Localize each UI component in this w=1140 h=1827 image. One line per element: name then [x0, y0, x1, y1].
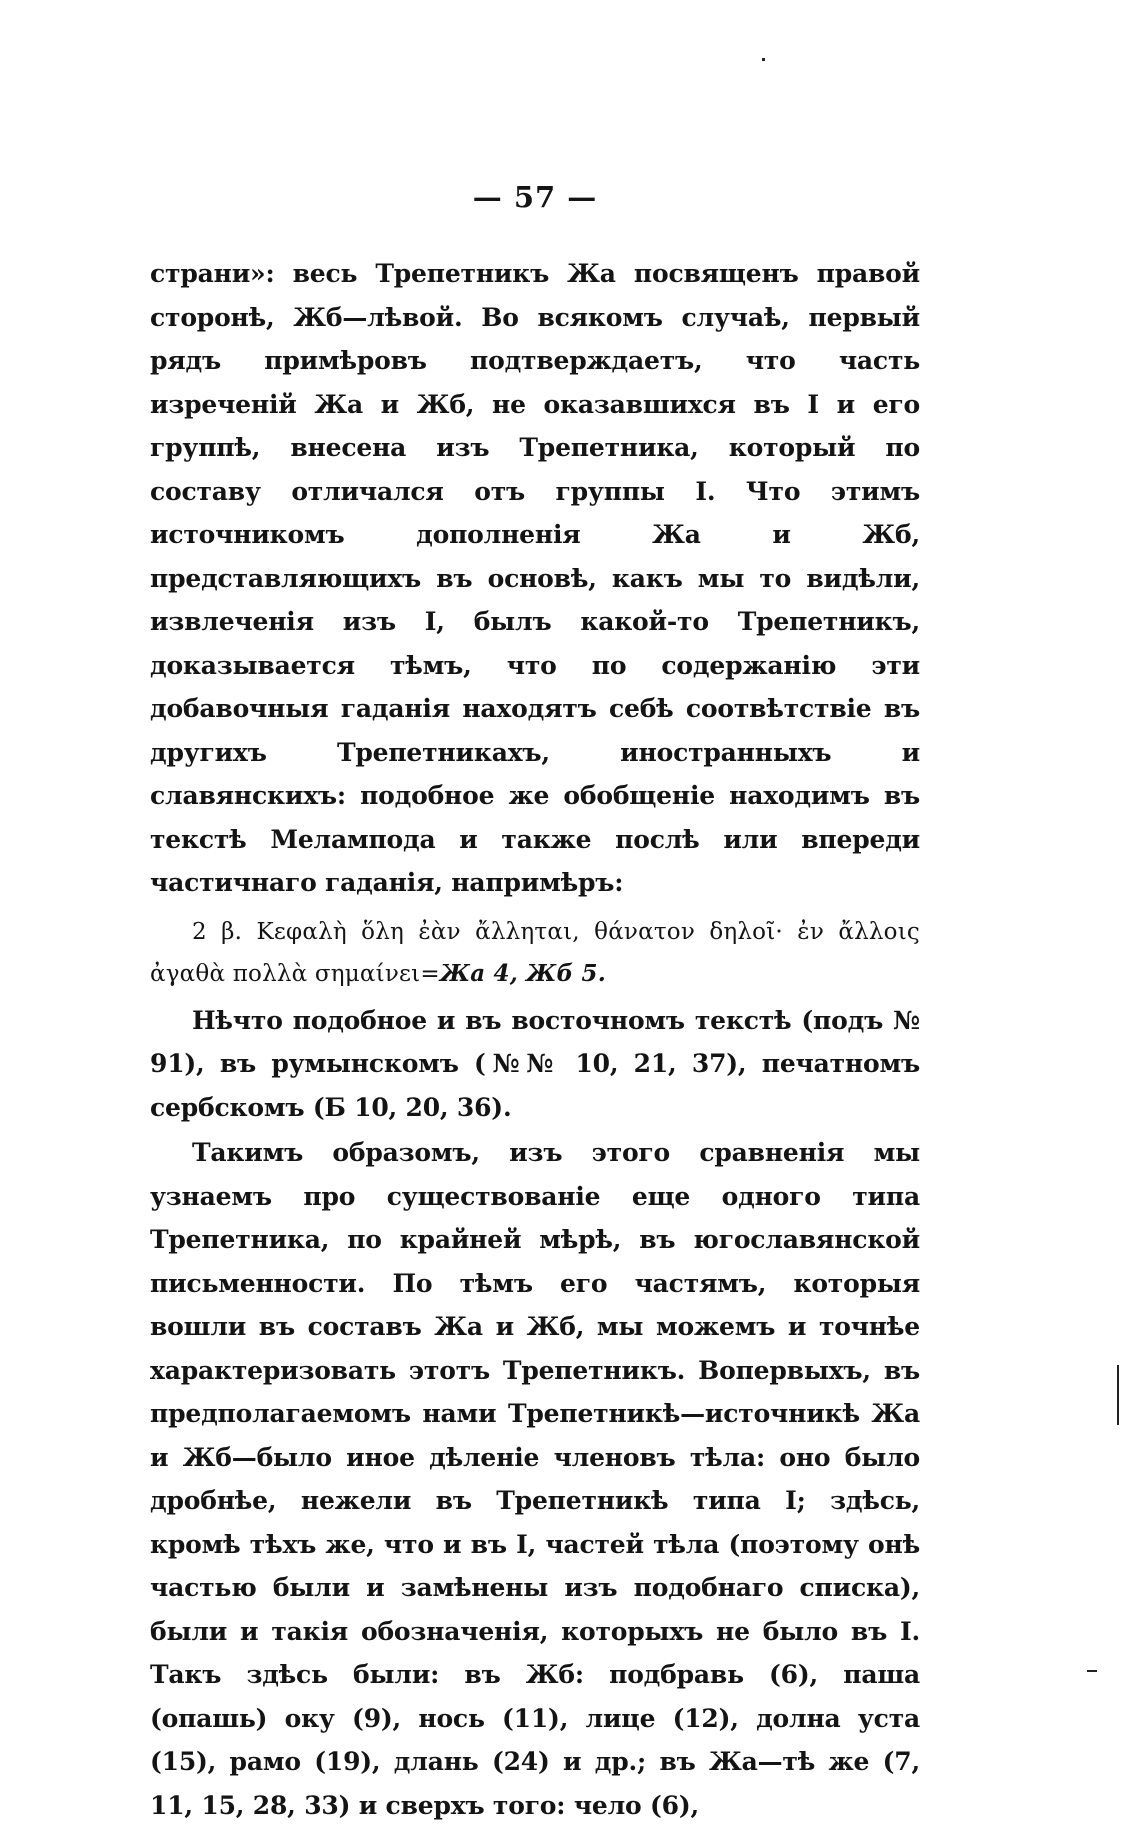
- scan-mark: [1117, 1365, 1119, 1425]
- scan-mark: [762, 58, 765, 61]
- greek-quote-text: 2 β. Κεφαλὴ ὅλη ἐὰν ἄλληται, θάνατον δηλοῖ· ἐν ἄλλοις ἀγαθὰ πολλὰ σημαίνει=: [150, 918, 920, 987]
- scan-mark: [1087, 1670, 1097, 1672]
- greek-quote: [150, 911, 920, 995]
- paragraph-conclusion: Такимъ образомъ, изъ этого сравненія мы узнаемъ про существованіе еще одного типа Трепетника, по крайней мѣрѣ, въ югославянской письменности. По тѣмъ его частямъ, которыя вошли въ составъ Жа и Жб, мы можемъ и точнѣе характеризовать этотъ Трепетникъ. Вопервыхъ, въ предполагаемомъ нами Трепетникѣ—источникѣ Жа и Жб—было иное дѣленіе членовъ тѣла: оно было дробнѣе, нежели въ Трепетникѣ типа I; здѣсь, кромѣ тѣхъ же, что и въ I, частей тѣла (поэтому онѣ частью были и замѣнены изъ подобнаго списка), были и такія обозначенія, которыхъ не было въ I. Такъ здѣсь были: въ Жб: подбравь (6), паша (опашь) оку (9), нось (11), лице (12), долна уста (15), рамо (19), длань (24) и др.; въ Жа—тѣ же (7, 11, 15, 28, 33) и сверхъ того: чело (6),: [150, 1138, 920, 1820]
- greek-quote-refs: Жа 4, Жб 5.: [439, 959, 606, 987]
- paragraph-comparison: Нѣчто подобное и въ восточномъ текстѣ (подъ № 91), въ румынскомъ (№№ 10, 21, 37), печатномъ сербскомъ (Б 10, 20, 36).: [150, 1005, 920, 1122]
- page-number: — 57 —: [472, 180, 598, 214]
- book-page: [150, 180, 920, 1827]
- paragraph-continuation: страни»: весь Трепетникъ Жа посвященъ правой сторонѣ, Жб—лѣвой. Во всякомъ случаѣ, первый рядъ примѣровъ подтверждаетъ, что часть изреченій Жа и Жб, не оказавшихся въ I и его группѣ, внесена изъ Трепетника, который по составу отличался отъ группы I. Что этимъ источникомъ дополненія Жа и Жб, представляющихъ въ основѣ, какъ мы то видѣли, извлеченія изъ I, былъ какой-то Трепетникъ, доказывается тѣмъ, что по содержанію эти добавочныя гаданія находятъ себѣ соотвѣтствіе въ другихъ Трепетникахъ, иностранныхъ и славянскихъ: подобное же обобщеніе находимъ въ текстѣ Меламподa и также послѣ или впереди частичнаго гаданія, напримѣръ:: [150, 259, 920, 897]
